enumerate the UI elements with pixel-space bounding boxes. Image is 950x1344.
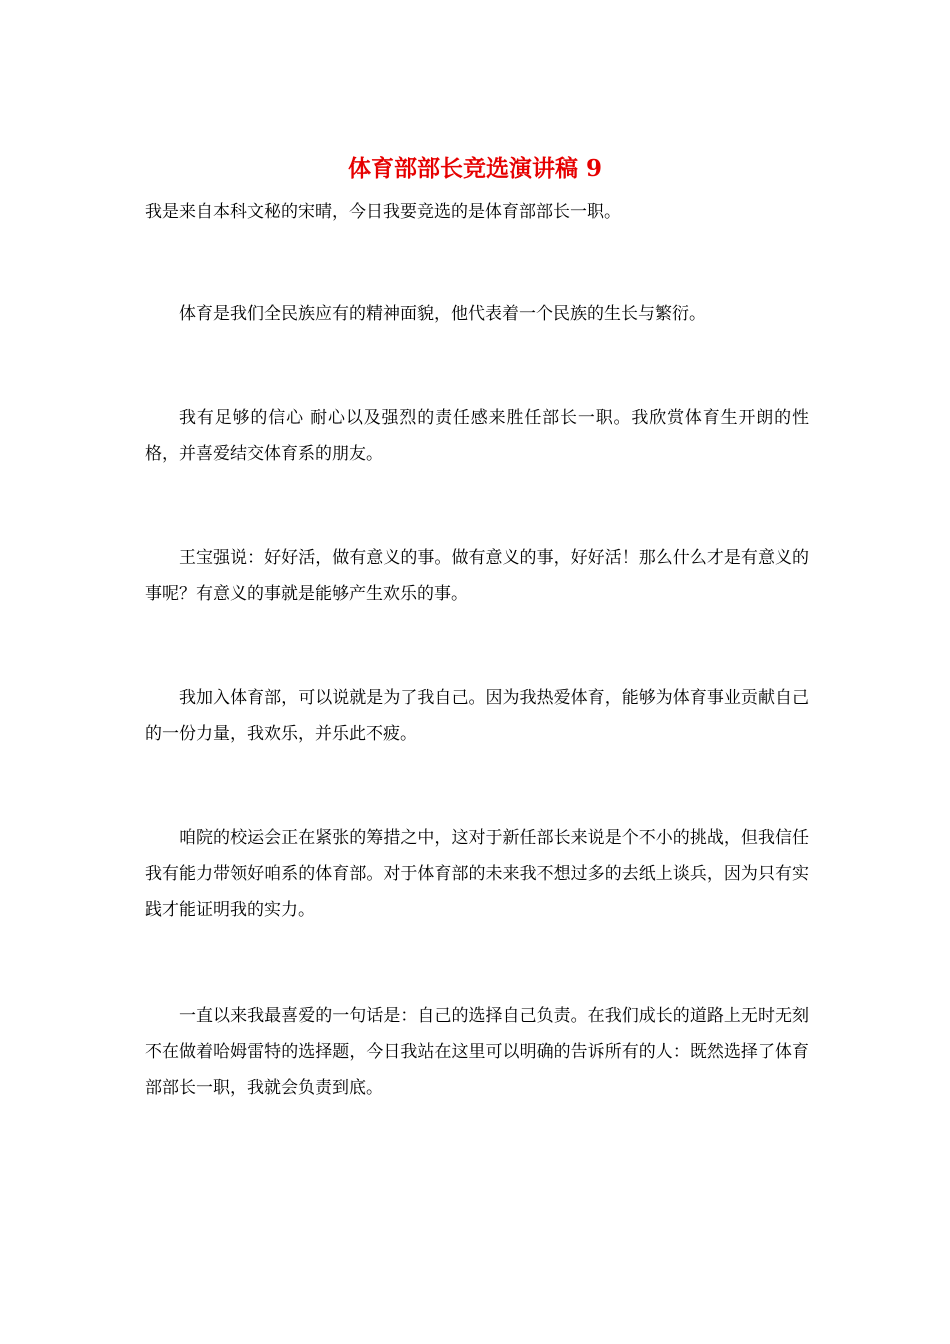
paragraph: 体育是我们全民族应有的精神面貌，他代表着一个民族的生长与繁衍。 — [179, 304, 706, 324]
paragraph: 我加入体育部，可以说就是为了我自己。因为我热爱体育，能够为体育事业贡献自己的一份力量，我欢乐，并乐此不疲。 — [145, 688, 809, 744]
paragraph: 一直以来我最喜爱的一句话是：自己的选择自己负责。在我们成长的道路上无时无刻不在做着哈姆雷特的选择题，今日我站在这里可以明确的告诉所有的人：既然选择了体育部部长一职，我就会负责到底。 — [145, 1006, 809, 1098]
paragraph: 我是来自本科文秘的宋晴，今日我要竞选的是体育部部长一职。 — [145, 202, 621, 222]
paragraph: 王宝强说：好好活，做有意义的事。做有意义的事，好好活！那么什么才是有意义的事呢？有意义的事就是能够产生欢乐的事。 — [145, 548, 809, 604]
paragraph: 咱院的校运会正在紧张的筹措之中，这对于新任部长来说是个不小的挑战，但我信任我有能力带领好咱系的体育部。对于体育部的未来我不想过多的去纸上谈兵，因为只有实践才能证明我的实力。 — [145, 828, 809, 920]
document-title: 体育部部长竞选演讲稿 9 — [347, 155, 602, 182]
paragraph: 我有足够的信心 耐心以及强烈的责任感来胜任部长一职。我欣赏体育生开朗的性格，并喜爱结交体育系的朋友。 — [145, 408, 809, 464]
